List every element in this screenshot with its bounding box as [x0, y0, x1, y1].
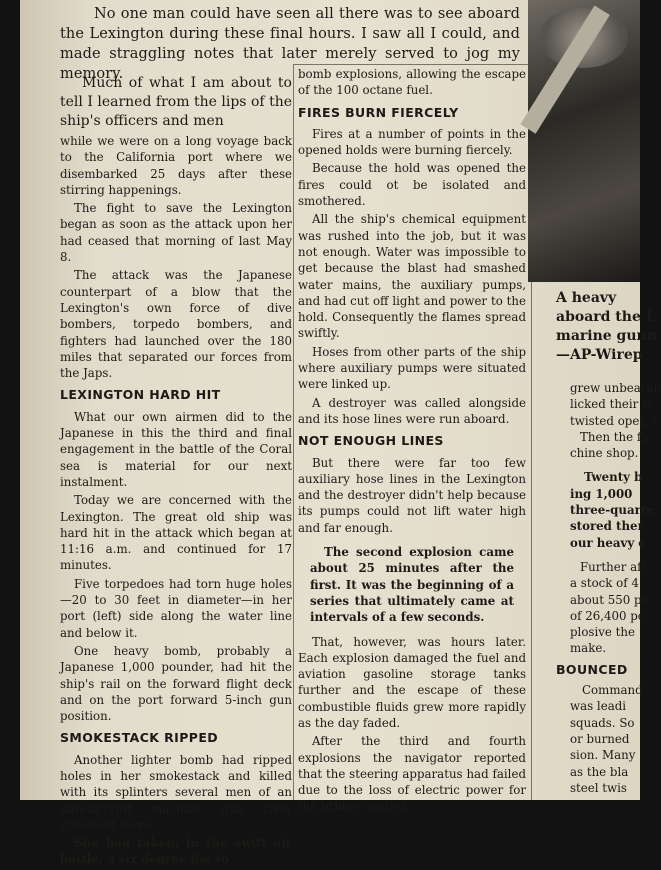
- text-line: ing 1,000: [570, 486, 633, 501]
- paragraph: Fires at a number of points in the opened holds were burning fiercely.: [298, 126, 526, 158]
- paragraph: [556, 469, 654, 550]
- bold-paragraph: The second explosion came about 25 minutes after the first. It was the beginning of a series that ultimately came at intervals of a few seconds.: [310, 545, 514, 625]
- paragraph: The attack was the Japanese counterpart of a blow that the Lexington's own force of dive bombers, torpedo bombers, and fighters had launched over the 180 miles that separated our forces from the Japs.: [60, 268, 292, 381]
- paragraph: bomb explosions, allowing the escape of the 100 octane fuel.: [298, 67, 526, 98]
- column-rule: [294, 64, 532, 65]
- text-line: Then the fir: [580, 429, 651, 444]
- article-column-1: [60, 74, 292, 870]
- subheading: SMOKESTACK RIPPED: [60, 730, 219, 746]
- text-line: Command: [582, 683, 643, 698]
- text-line: plosive the: [570, 625, 635, 640]
- text-line: licked their w: [570, 397, 653, 412]
- caption-line: —AP-Wirep: [556, 347, 643, 363]
- text-line: Further aft: [580, 559, 647, 574]
- subheading: BOUNCED: [556, 661, 628, 677]
- text-line: sion. Many: [570, 748, 636, 763]
- paragraph: The fight to save the Lexington began as soon as the attack upon her had ceased that morning of last May 8.: [60, 201, 292, 265]
- paragraph: After the third and fourth explosions the navigator reported that the steering apparatus had failed due to the loss of electric power for the bridge control.: [298, 734, 526, 814]
- text-line: three-quarte: [570, 503, 654, 518]
- text-line: about 550 po: [570, 592, 649, 607]
- subheading: LEXINGTON HARD HIT: [60, 387, 221, 403]
- paragraph: [556, 682, 643, 796]
- text-line: or burned: [570, 731, 630, 746]
- paragraph: Five torpedoes had torn huge holes—20 to 30 feet in diameter—in her port (left) side along the water line and below it.: [60, 576, 292, 640]
- paragraph: That, however, was hours later. Each explosion damaged the fuel and aviation gasoline storage tanks further and the escape of these combustible fluids grew more rapidly as the day faded.: [298, 634, 526, 730]
- caption-line: aboard the L: [556, 309, 656, 325]
- text-line: make.: [570, 641, 607, 656]
- text-line: our heavy c: [570, 535, 646, 550]
- text-line: was leadi: [570, 699, 627, 714]
- text-line: Twenty b: [584, 470, 643, 485]
- text-line: of 26,400 po: [570, 608, 645, 623]
- photo-caption: [556, 289, 657, 365]
- paragraph: Because the hold was opened the fires could ot be isolated and smothered.: [298, 161, 526, 209]
- intro-paragraph: No one man could have seen all there was to see aboard the Lexington during these final hours. I saw all I could, and made straggling notes that later merely served to jog my memory.: [60, 6, 520, 82]
- paragraph: [556, 559, 649, 657]
- text-line: chine shop.: [570, 446, 639, 461]
- paragraph: Hoses from other parts of the ship where auxiliary pumps were situated were linked up.: [298, 344, 526, 392]
- paragraph: while we were on a long voyage back to the California port where we disembarked 25 days after these stirring happenings.: [60, 134, 292, 197]
- paragraph: Another lighter bomb had ripped holes in her smokestack and killed with its splinters several men of an anti-aircraft machine gun crew stationed there.: [60, 752, 292, 832]
- article-column-2: [298, 66, 526, 817]
- paragraph: She had taken, in the swift air battle, a six degree list to: [60, 836, 292, 867]
- article-column-3: [556, 380, 661, 800]
- text-line: grew unbearab: [570, 381, 661, 395]
- paragraph: But there were far too few auxiliary hose lines in the Lexington and the destroyer didn't help because its pumps could not lift water high and far enough.: [298, 455, 526, 535]
- paragraph: [556, 380, 661, 461]
- paragraph: One heavy bomb, probably a Japanese 1,000 pounder, had hit the ship's rail on the forward flight deck and on the port forward 5-inch gun position.: [60, 643, 292, 724]
- paragraph: Much of what I am about to tell I learned from the lips of the ship's officers and men: [60, 75, 292, 129]
- subheading: FIRES BURN FIERCELY: [298, 104, 459, 120]
- caption-line: marine gunn: [556, 328, 657, 344]
- paragraph: All the ship's chemical equipment was rushed into the job, but it was not enough. Water was impossible to get because the blast had smashed water mains, the auxiliary pumps, and had cut off light and power to the hold. Consequently the flames spread swiftly.: [298, 212, 526, 341]
- text-line: as the bla: [570, 764, 629, 779]
- subheading: NOT ENOUGH LINES: [298, 433, 444, 449]
- paragraph: Today we are concerned with the Lexington. The great old ship was hard hit in the attack which began at 11:16 a.m. and continued for 17 minutes.: [60, 493, 292, 573]
- text-line: stored ther: [570, 519, 644, 534]
- column-rule: [293, 64, 294, 800]
- paragraph: What our own airmen did to the Japanese in this the third and final engagement in the battle of the Coral sea is material for our next instalment.: [60, 409, 292, 489]
- text-line: a stock of 4: [570, 576, 639, 591]
- paragraph: A destroyer was called alongside and its hose lines were run aboard.: [298, 395, 526, 426]
- text-line: steel twis: [570, 780, 627, 795]
- text-line: squads. So: [570, 715, 635, 730]
- aircraft-carrier-photo: [528, 0, 640, 282]
- caption-line: A heavy: [556, 290, 617, 306]
- text-line: twisted open s: [570, 413, 657, 428]
